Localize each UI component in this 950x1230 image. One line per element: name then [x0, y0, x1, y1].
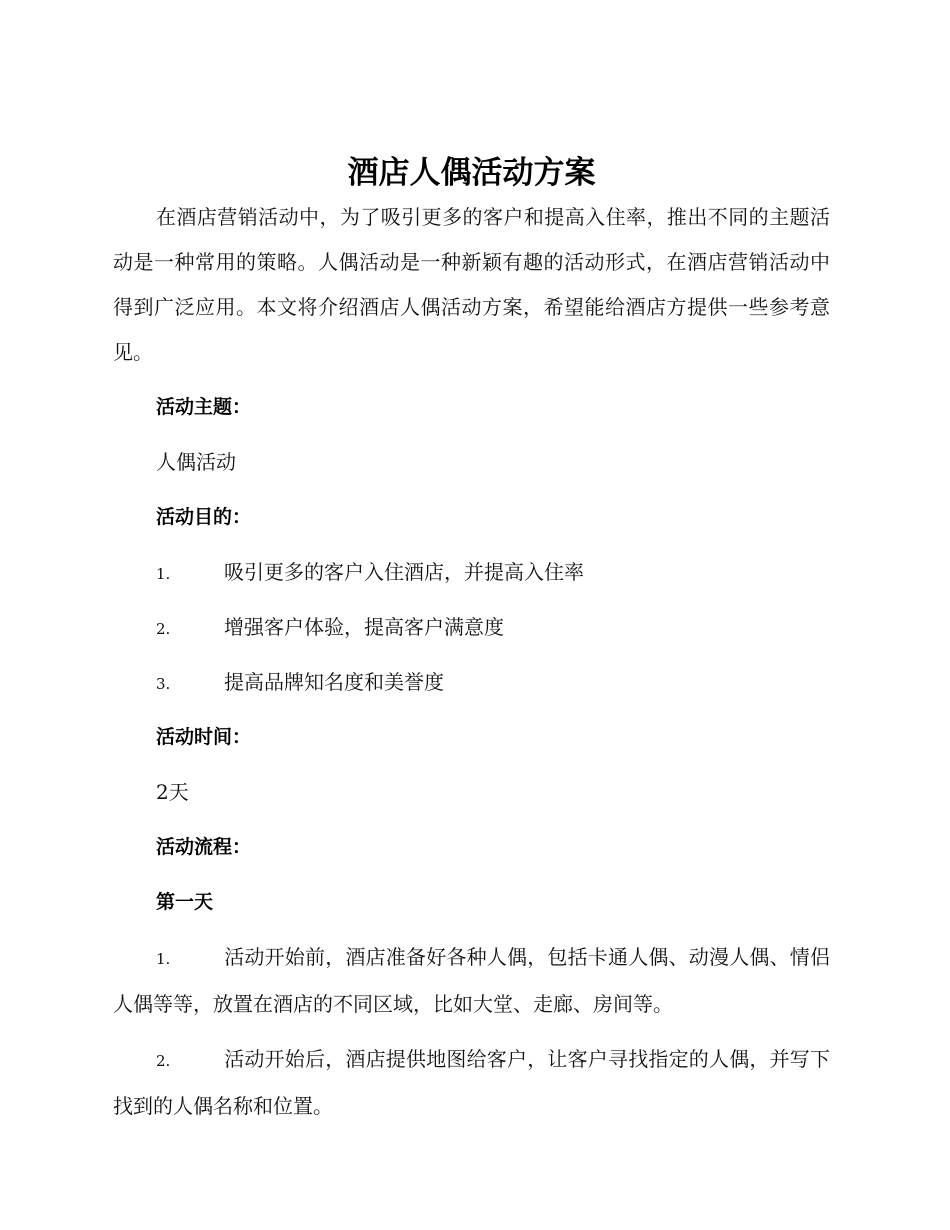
list-item-text: 吸引更多的客户入住酒店，并提高入住率 — [224, 560, 584, 584]
purpose-item — [113, 660, 830, 705]
step-number: 1. — [156, 950, 171, 968]
time-heading: 活动时间： — [156, 726, 252, 748]
theme-value: 人偶活动 — [156, 450, 236, 474]
purpose-heading: 活动目的： — [156, 506, 252, 528]
process-heading: 活动流程： — [156, 836, 252, 858]
process-step — [113, 1037, 830, 1129]
list-number: 3. — [156, 675, 171, 693]
time-value: 2天 — [156, 780, 189, 804]
list-item-text: 增强客户体验，提高客户满意度 — [224, 615, 504, 639]
purpose-item — [113, 550, 830, 595]
theme-heading: 活动主题： — [156, 396, 252, 418]
document-title: 酒店人偶活动方案 — [347, 155, 596, 191]
list-number: 1. — [156, 565, 171, 583]
intro-paragraph: 在酒店营销活动中，为了吸引更多的客户和提高入住率，推出不同的主题活动是一种常用的策略。人偶活动是一种新颖有趣的活动形式，在酒店营销活动中得到广泛应用。本文将介绍酒店人偶活动方案，希望能给酒店方提供一些参考意见。 — [113, 205, 830, 364]
day1-heading: 第一天 — [156, 891, 214, 913]
process-step — [113, 935, 830, 1027]
document-page — [113, 148, 830, 1129]
list-item-text: 提高品牌知名度和美誉度 — [224, 670, 444, 694]
list-number: 2. — [156, 620, 171, 638]
step-text: 活动开始前，酒店准备好各种人偶，包括卡通人偶、动漫人偶、情侣人偶等等，放置在酒店的不同区域，比如大堂、走廊、房间等。 — [113, 945, 830, 1016]
purpose-item — [113, 605, 830, 650]
step-text: 活动开始后，酒店提供地图给客户，让客户寻找指定的人偶，并写下找到的人偶名称和位置。 — [113, 1047, 830, 1118]
step-number: 2. — [156, 1052, 171, 1070]
